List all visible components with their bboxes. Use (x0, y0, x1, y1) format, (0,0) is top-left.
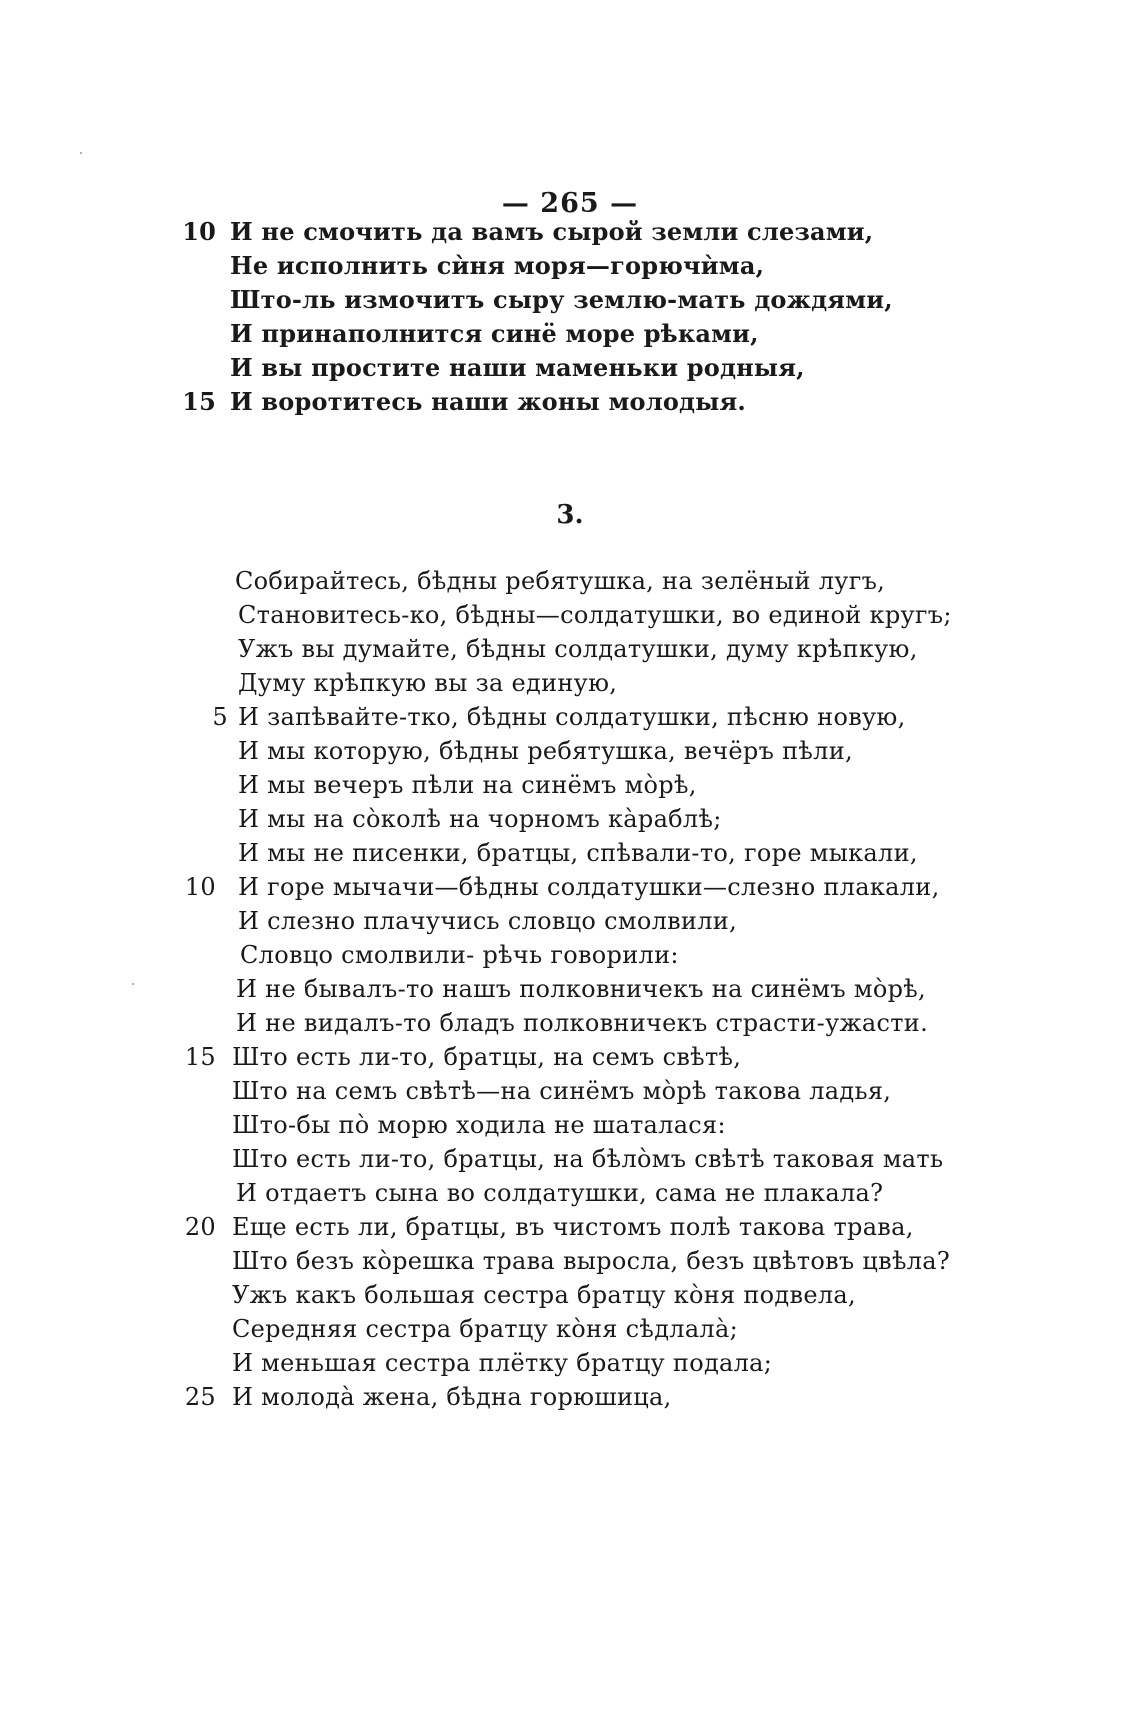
verse-line (0, 1077, 1140, 1111)
line-text: И горе мычачи—бѣдны солдатушки—слезно плакали, (238, 873, 940, 901)
line-number: 15 (184, 1043, 216, 1071)
verse-line (0, 319, 1140, 353)
line-text: И слезно плачучись словцо смолвили, (238, 907, 737, 935)
verse-line (0, 703, 1140, 737)
line-text: Што-бы по̀ морю ходила не шаталася: (232, 1111, 726, 1139)
line-text: И мы которую, бѣдны ребятушка, вечёръ пѣли, (238, 737, 853, 765)
verse-line (0, 737, 1140, 771)
line-text: И не смочить да вамъ сырой земли слезами, (230, 217, 874, 246)
line-text: Словцо смолвили- рѣчь говорили: (240, 941, 679, 969)
line-text: Што есть ли-то, братцы, на бѣло̀мъ свѣтѣ таковая мать (232, 1145, 944, 1173)
line-text: Становитесь-ко, бѣдны—солдатушки, во единой кругъ; (238, 601, 952, 629)
verse-line (0, 907, 1140, 941)
verse-line (0, 1281, 1140, 1315)
verse-line (0, 1009, 1140, 1043)
verse-line (0, 669, 1140, 703)
line-number: 20 (184, 1213, 216, 1241)
line-text: И принаполнится синё море рѣками, (230, 319, 759, 348)
line-text: И вы простите наши маменьки родныя, (230, 353, 805, 382)
line-text: И мы на со̀колѣ на чорномъ ка̀раблѣ; (238, 805, 722, 833)
verse-line (0, 217, 1140, 251)
verse-line (0, 251, 1140, 285)
line-number: 25 (184, 1383, 216, 1411)
verse-line (0, 387, 1140, 421)
line-number: 10 (184, 873, 216, 901)
verse-line (0, 873, 1140, 907)
verse-line (0, 1349, 1140, 1383)
line-text: И меньшая сестра плётку братцу подала; (232, 1349, 773, 1377)
line-text: Собирайтесь, бѣдны ребятушка, на зелёный лугъ, (235, 567, 886, 595)
verse-line (0, 805, 1140, 839)
verse-line (0, 285, 1140, 319)
verse-line (0, 1145, 1140, 1179)
verse-line (0, 567, 1140, 601)
line-text: Што на семъ свѣтѣ—на синёмъ мо̀рѣ такова ладья, (232, 1077, 892, 1105)
verse-line (0, 1111, 1140, 1145)
line-number: 10 (182, 217, 216, 246)
line-text: Што есть ли-то, братцы, на семъ свѣтѣ, (232, 1043, 742, 1071)
line-text: И запѣвайте-тко, бѣдны солдатушки, пѣсню новую, (238, 703, 906, 731)
line-text: И отдаетъ сына во солдатушки, сама не плакала? (236, 1179, 884, 1207)
section-heading: 3. (556, 500, 584, 530)
verse-line (0, 353, 1140, 387)
line-text: И мы вечеръ пѣли на синёмъ мо̀рѣ, (238, 771, 697, 799)
verse-line (0, 1383, 1140, 1417)
verse-line (0, 601, 1140, 635)
verse-line (0, 975, 1140, 1009)
line-text: Што-ль измочитъ сыру землю-мать дождями, (230, 285, 893, 314)
page-number: — 265 — (501, 188, 639, 219)
line-text: И не видалъ-то бладъ полковничекъ страсти-ужасти. (236, 1009, 929, 1037)
line-text: И мы не писенки, братцы, спѣвали-то, горе мыкали, (238, 839, 918, 867)
scan-speck (132, 983, 134, 985)
line-text: И не бывалъ-то нашъ полковничекъ на синёмъ мо̀рѣ, (236, 975, 926, 1003)
line-text: Думу крѣпкую вы за единую, (238, 669, 618, 697)
verse-line (0, 839, 1140, 873)
line-text: Не исполнить сѝня моря—горючѝма, (230, 251, 765, 280)
line-text: И воротитесь наши жоны молодыя. (230, 387, 746, 416)
verse-line (0, 1179, 1140, 1213)
line-text: Ужъ вы думайте, бѣдны солдатушки, думу крѣпкую, (238, 635, 918, 663)
line-number: 5 (212, 703, 228, 731)
verse-line (0, 1247, 1140, 1281)
line-text: И молода̀ жена, бѣдна горюшица, (232, 1383, 672, 1411)
verse-line (0, 1213, 1140, 1247)
line-number: 15 (182, 387, 216, 416)
verse-line (0, 1043, 1140, 1077)
line-text: Середняя сестра братцу ко̀ня сѣдлала̀; (232, 1315, 738, 1343)
scan-speck (80, 152, 82, 154)
verse-line (0, 635, 1140, 669)
verse-line (0, 771, 1140, 805)
line-text: Ужъ какъ большая сестра братцу ко̀ня подвела, (232, 1281, 856, 1309)
line-text: Еще есть ли, братцы, въ чистомъ полѣ такова трава, (232, 1213, 914, 1241)
verse-line (0, 1315, 1140, 1349)
verse-line (0, 941, 1140, 975)
line-text: Што безъ ко̀решка трава выросла, безъ цвѣтовъ цвѣла? (232, 1247, 951, 1275)
